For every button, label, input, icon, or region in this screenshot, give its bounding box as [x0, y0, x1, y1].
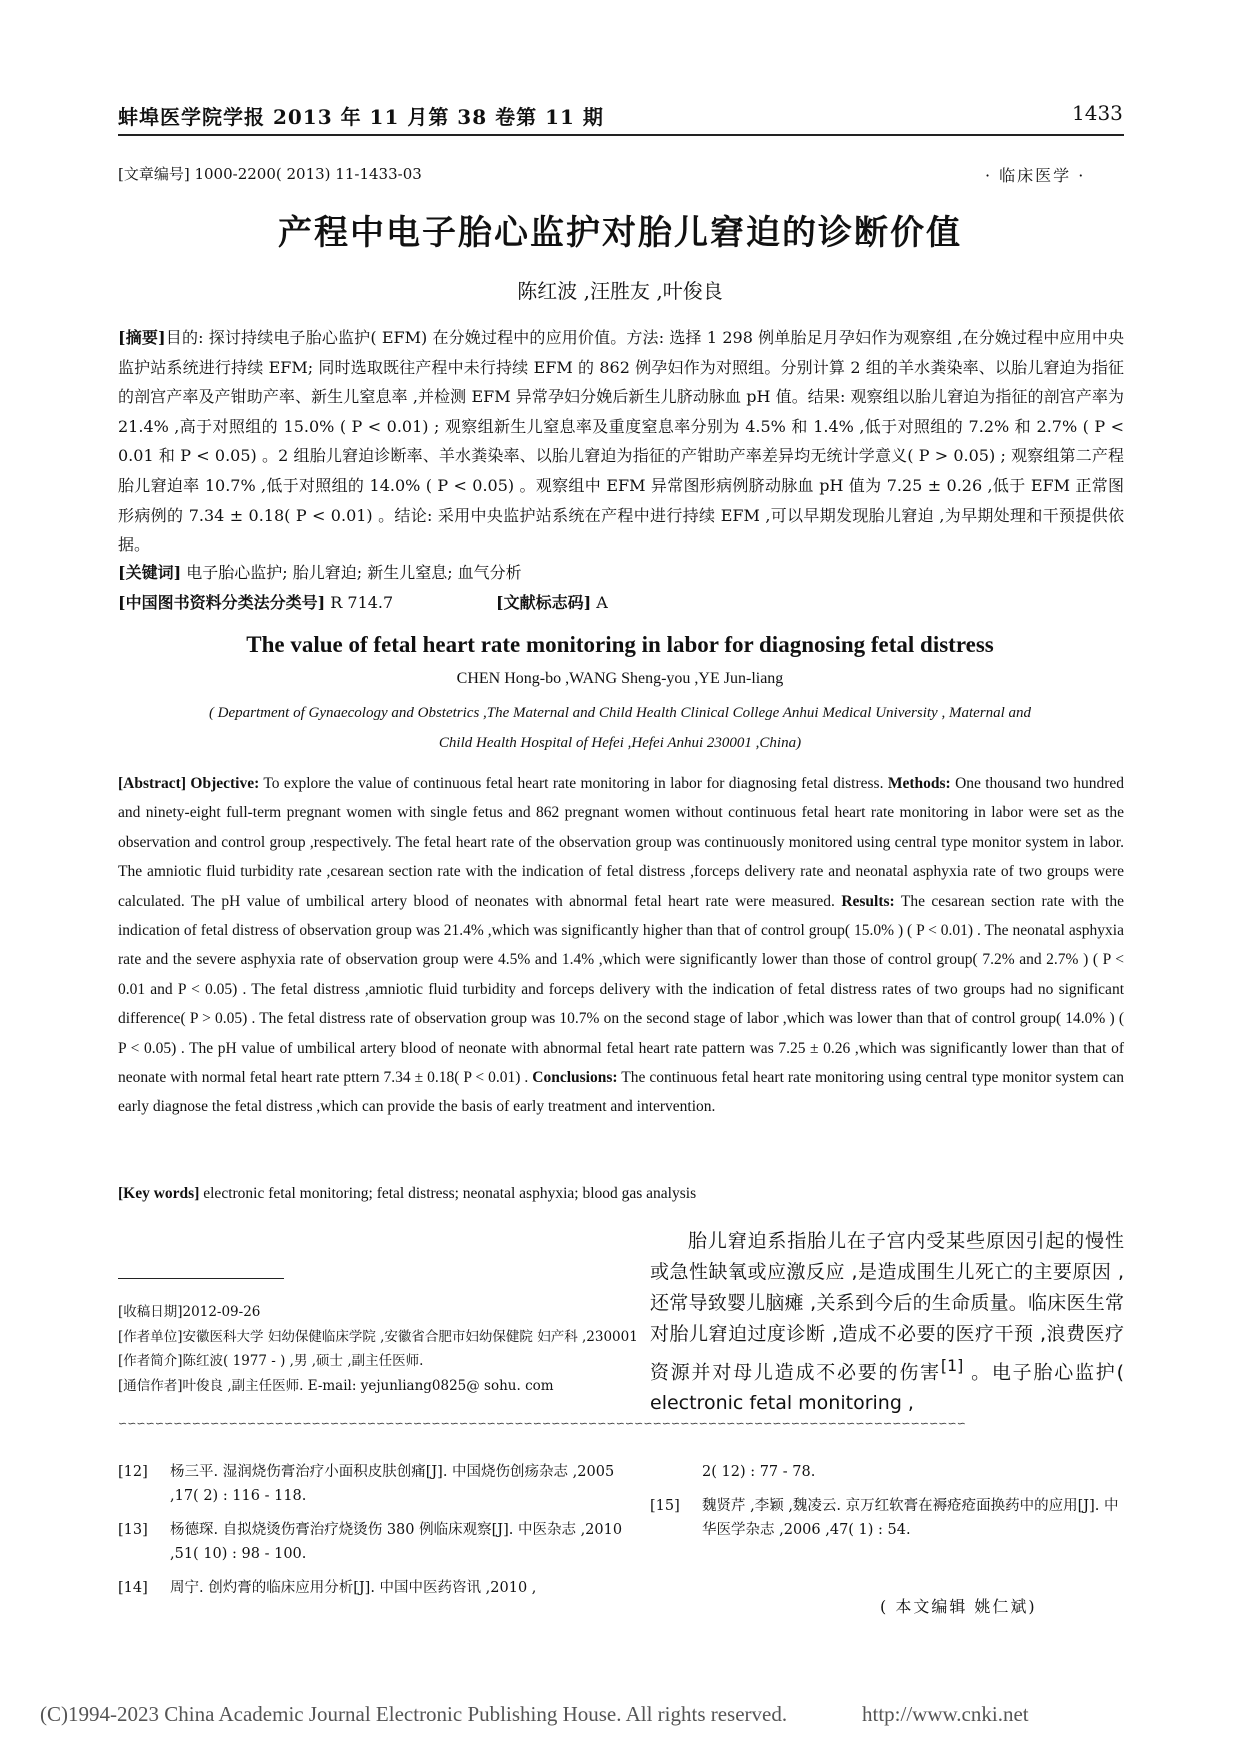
- abstract-chinese-text: 目的: 探讨持续电子胎心监护( EFM) 在分娩过程中的应用价值。方法: 选择 1 298 例单胎足月孕妇作为观察组 ,在分娩过程中应用中央监护站系统进行持续 EFM; 同时选取既往产程中未行持续 EFM 的 862 例孕妇作为对照组。分别计算 2 组的羊水粪染率、以胎儿窘迫为指征的剖宫产率及产钳助产率、新生儿窒息率 ,并检测 EFM 异常孕妇分娩后新生儿脐动脉血 pH 值。结果: 观察组以胎儿窘迫为指征的剖宫产率为 21.4% ,高于对照组的 15.0% ( P < 0.01) ; 观察组新生儿窒息率及重度窒息率分别为 4.5% 和 1.4% ,低于对照组的 7.2% 和 2.7% ( P < 0.01 和 P < 0.05) 。2 组胎儿窘迫诊断率、羊水粪染率、以胎儿窘迫为指征的产钳助产率差异均无统计学意义( P > 0.05) ; 观察组第二产程胎儿窘迫率 10.7% ,低于对照组的 14.0% ( P < 0.05) 。观察组中 EFM 异常图形病例脐动脉血 pH 值为 7.25 ± 0.26 ,低于 EFM 正常图形病例的 7.34 ± 0.18( P < 0.01) 。结论: 采用中央监护站系统在产程中进行持续 EFM ,可以早期发现胎儿窘迫 ,为早期处理和干预提供依据。: [118, 328, 1124, 555]
- footnote-corresponding: [通信作者] 叶俊良 ,副主任医师. E-mail: yejunliang0825@ sohu. com: [118, 1377, 554, 1394]
- keywords-english: [118, 1185, 1124, 1203]
- page-number: 1433: [1072, 101, 1123, 125]
- column-tag: · 临床医学 ·: [985, 166, 1086, 185]
- journal-header: 蚌埠医学院学报 2013 年 11 月第 38 卷第 11 期: [118, 105, 604, 129]
- classification-number: [118, 590, 393, 613]
- conclusions-text: The continuous fetal heart rate monitoring using central type monitor system can early diagnose the fetal distress ,which can provide the basis of early treatment and intervention.: [118, 1069, 1124, 1116]
- body-text-tail: 。电子胎心监护( electronic fetal monitoring ,: [650, 1361, 1124, 1415]
- body-paragraph: [650, 1226, 1124, 1419]
- results-text: The cesarean section rate with the indication of fetal distress of observation group was 21.4% ,which was significantly higher than that of control group( 15.0% ) ( P < 0.01) . The neonatal asphyxia rate and the severe asphyxia rate of observation group were 4.5% and 1.4% ,which were significantly lower than those of control group( 7.2% and 2.7% ) ( P < 0.01 and P < 0.05) . The fetal distress ,amniotic fluid turbidity and forceps delivery with the indication of fetal distress rates of two groups had no significant difference( P > 0.05) . The fetal distress rate of observation group was 10.7% on the second stage of labor ,which was lower than that of control group( 14.0% ) ( P < 0.05) . The pH value of umbilical artery blood of neonate with abnormal fetal heart rate pattern was 7.25 ± 0.26 ,which was significantly lower than that of neonate with normal fetal heart rate pttern 7.34 ± 0.18( P < 0.01) .: [118, 892, 1124, 1087]
- keywords-chinese-text: 电子胎心监护; 胎儿窘迫; 新生儿窒息; 血气分析: [186, 563, 522, 582]
- objective-text: To explore the value of continuous fetal heart rate monitoring in labor for diagnosing fetal distress.: [263, 775, 884, 792]
- keywords-chinese-label: [关键词]: [118, 563, 182, 582]
- abstract-chinese: [118, 323, 1124, 560]
- article-number: [文章编号] 1000-2200( 2013) 11-1433-03: [118, 165, 422, 183]
- separator-wave: ∽∽∽∽∽∽∽∽∽∽∽∽∽∽∽∽∽∽∽∽∽∽∽∽∽∽∽∽∽∽∽∽∽∽∽∽∽∽∽∽∽∽∽∽∽∽∽∽∽∽∽∽∽∽∽∽∽∽∽∽∽∽∽∽∽∽∽∽∽∽∽∽∽∽∽∽∽∽∽∽∽∽∽∽∽∽∽∽∽∽∽∽: [118, 1419, 966, 1429]
- keywords-english-label: [Key words]: [118, 1185, 200, 1202]
- conclusions-label: Conclusions:: [532, 1069, 618, 1087]
- methods-text: One thousand two hundred and ninety-eight full-term pregnant women with single fetus and 862 pregnant women without continuous fetal heart rate monitoring in labor were set as the observation and control group ,respectively. The fetal heart rate of the observation group was continuously monitored using central type monitor system in labor. The amniotic fluid turbidity rate ,cesarean section rate with the indication of fetal distress ,forceps delivery rate and neonatal asphyxia rate of two groups were calculated. The pH value of umbilical artery blood of neonates with abnormal fetal heart rate were measured.: [118, 775, 1124, 910]
- reference-item: [13] 杨德琛. 自拟烧烫伤膏治疗烧烫伤 380 例临床观察[J]. 中医杂志 ,2010 ,51( 10) : 98 - 100.: [118, 1522, 623, 1562]
- reference-item: [15] 魏贤芹 ,李颖 ,魏凌云. 京万红软膏在褥疮疮面换药中的应用[J]. 中华医学杂志 ,2006 ,47( 1) : 54.: [650, 1498, 1119, 1538]
- keywords-chinese: [118, 560, 1124, 586]
- authors-chinese: 陈红波 ,汪胜友 ,叶俊良: [517, 279, 723, 303]
- editor-credit: ( 本文编辑 姚仁斌): [880, 1597, 1037, 1616]
- references-left: [118, 1460, 638, 1610]
- document-code-value: A: [596, 593, 608, 612]
- results-label: Results:: [841, 892, 895, 910]
- classification-value: R 714.7: [330, 593, 394, 612]
- abstract-english: [118, 769, 1124, 1122]
- copyright-url[interactable]: http://www.cnki.net: [862, 1702, 1029, 1726]
- document-code-label: [文献标志码]: [496, 593, 592, 612]
- citation-mark: [1]: [940, 1356, 964, 1375]
- copyright-notice: (C)1994-2023 China Academic Journal Electronic Publishing House. All rights reserved.: [40, 1702, 788, 1726]
- affiliation-english: ( Department of Gynaecology and Obstetrics ,The Maternal and Child Health Clinical College Anhui Medical University , Maternal and Child Health Hospital of Hefei ,Hefei Anhui 230001 ,China): [208, 705, 1032, 751]
- reference-item: 2( 12) : 77 - 78.: [702, 1464, 816, 1480]
- title-chinese: 产程中电子胎心监护对胎儿窘迫的诊断价值: [278, 213, 962, 253]
- document-code: [496, 590, 608, 613]
- title-english: The value of fetal heart rate monitoring in labor for diagnosing fetal distress: [246, 632, 994, 657]
- references-right: [650, 1460, 1124, 1552]
- footnotes: [118, 1300, 638, 1398]
- reference-item: [12] 杨三平. 湿润烧伤膏治疗小面积皮肤创痛[J]. 中国烧伤创疡杂志 ,2005 ,17( 2) : 116 - 118.: [118, 1464, 615, 1504]
- reference-item: [14] 周宁. 创灼膏的临床应用分析[J]. 中国中医药咨讯 ,2010 ,: [118, 1580, 537, 1596]
- abstract-english-label: [Abstract]: [118, 775, 187, 792]
- footnote-rule: [118, 1278, 284, 1279]
- abstract-chinese-label: [摘要]: [118, 328, 166, 347]
- methods-label: Methods:: [887, 775, 951, 792]
- footnote-affiliation: [作者单位] 安徽医科大学 妇幼保健临床学院 ,安徽省合肥市妇幼保健院 妇产科 ,230001: [118, 1328, 638, 1345]
- authors-english: CHEN Hong-bo ,WANG Sheng-you ,YE Jun-liang: [456, 670, 784, 687]
- header-rule: [118, 134, 1124, 136]
- body-text: 胎儿窘迫系指胎儿在子宫内受某些原因引起的慢性或急性缺氧或应激反应 ,是造成围生儿死亡的主要原因 ,还常导致婴儿脑瘫 ,关系到今后的生命质量。临床医生常对胎儿窘迫过度诊断 ,造成不必要的医疗干预 ,浪费医疗资源并对母儿造成不必要的伤害: [650, 1230, 1124, 1384]
- classification-label: [中国图书资料分类法分类号]: [118, 593, 326, 612]
- keywords-english-text: electronic fetal monitoring; fetal distress; neonatal asphyxia; blood gas analysis: [203, 1185, 697, 1202]
- objective-label: Objective:: [190, 775, 260, 792]
- footnote-received: [收稿日期] 2012-09-26: [118, 1304, 261, 1320]
- footnote-author-bio: [作者简介] 陈红波( 1977 - ) ,男 ,硕士 ,副主任医师.: [118, 1353, 424, 1369]
